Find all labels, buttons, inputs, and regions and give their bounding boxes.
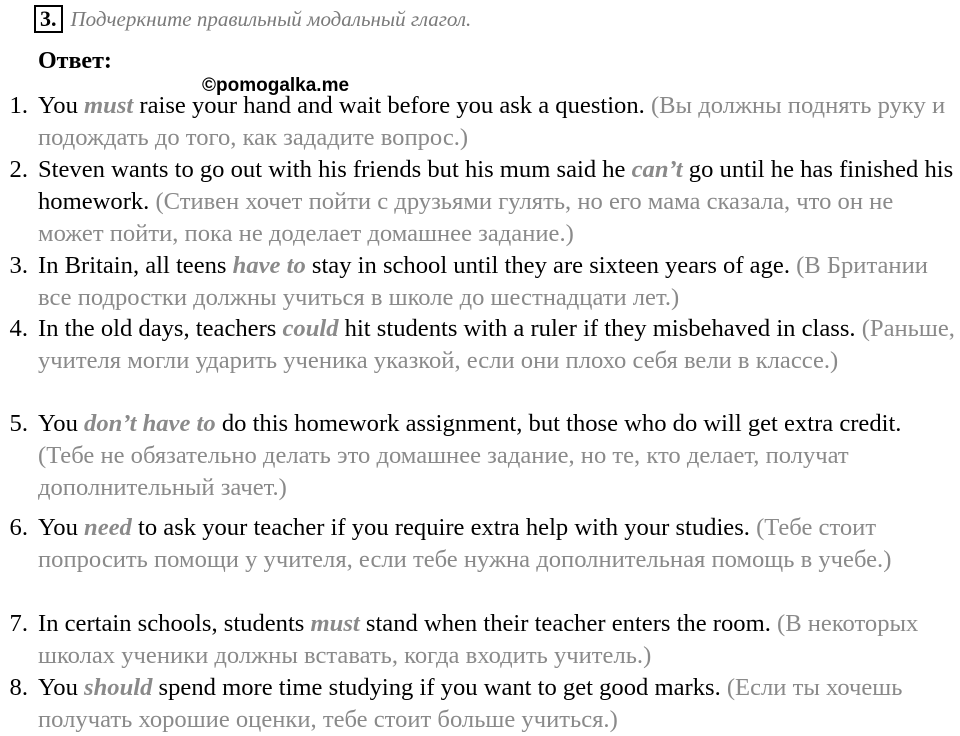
translation: (В некоторых школах ученики должны вставать, когда входить учитель.) bbox=[38, 610, 919, 669]
sentence-start: In certain schools, students bbox=[38, 610, 311, 637]
sentence-start: You bbox=[38, 674, 85, 701]
item-text bbox=[38, 608, 956, 672]
item-text bbox=[38, 512, 956, 576]
sentence-end: to ask your teacher if you require extra help with your studies. bbox=[131, 514, 750, 541]
modal-verb: don’t have to bbox=[84, 410, 216, 437]
translation: (Если ты хочешь получать хорошие оценки, тебе стоит больше учиться.) bbox=[38, 674, 903, 733]
sentence-start: You bbox=[38, 514, 85, 541]
sentence-end: go until he has finished his homework. bbox=[38, 156, 954, 215]
sentence-end: stay in school until they are sixteen years of age. bbox=[305, 252, 790, 279]
answer-item-5 bbox=[0, 408, 960, 504]
modal-verb: could bbox=[282, 315, 339, 342]
answer-item-1 bbox=[0, 90, 960, 154]
item-number: 1. bbox=[9, 92, 28, 119]
translation: (Тебе стоит попросить помощи у учителя, если тебе нужна дополнительная помощь в учебе.) bbox=[38, 514, 892, 573]
answer-item-3 bbox=[0, 250, 960, 314]
item-number: 4. bbox=[9, 315, 28, 342]
item-number: 8. bbox=[9, 674, 28, 701]
item-text bbox=[38, 90, 956, 154]
answer-item-6 bbox=[0, 512, 960, 576]
sentence-start: In the old days, teachers bbox=[38, 315, 283, 342]
item-text bbox=[38, 408, 956, 504]
answer-item-7 bbox=[0, 608, 960, 672]
item-text bbox=[38, 313, 956, 377]
answer-label: Ответ: bbox=[38, 48, 112, 74]
sentence-end: spend more time studying if you want to get good marks. bbox=[152, 674, 721, 701]
sentence-end: hit students with a ruler if they misbehaved in class. bbox=[338, 315, 856, 342]
modal-verb: must bbox=[84, 92, 134, 119]
task-header bbox=[34, 4, 471, 34]
item-text bbox=[38, 250, 956, 314]
sentence-start: In Britain, all teens bbox=[38, 252, 233, 279]
translation: (Тебе не обязательно делать это домашнее задание, но те, кто делает, получат дополнительный зачет.) bbox=[38, 442, 849, 501]
translation: (Раньше, учителя могли ударить ученика указкой, если они плохо себя вели в классе.) bbox=[38, 315, 955, 374]
task-instruction: Подчеркните правильный модальный глагол. bbox=[70, 6, 472, 31]
answer-item-4 bbox=[0, 313, 960, 377]
translation: (Стивен хочет пойти с друзьями гулять, но его мама сказала, что он не может пойти, пока не доделает домашнее задание.) bbox=[38, 188, 894, 247]
sentence-end: raise your hand and wait before you ask a question. bbox=[133, 92, 645, 119]
translation: (Вы должны поднять руку и подождать до того, как зададите вопрос.) bbox=[38, 92, 946, 151]
modal-verb: can’t bbox=[631, 156, 683, 183]
item-number: 7. bbox=[9, 610, 28, 637]
sentence-start: Steven wants to go out with his friends but his mum said he bbox=[38, 156, 632, 183]
sentence-end: stand when their teacher enters the room. bbox=[359, 610, 771, 637]
item-text bbox=[38, 672, 956, 736]
sentence-end: do this homework assignment, but those who do will get extra credit. bbox=[215, 410, 902, 437]
modal-verb: must bbox=[310, 610, 360, 637]
modal-verb: have to bbox=[232, 252, 306, 279]
watermark: ©pomogalka.me bbox=[202, 75, 350, 96]
modal-verb: need bbox=[84, 514, 132, 541]
item-number: 2. bbox=[9, 156, 28, 183]
task-number: 3. bbox=[34, 5, 63, 33]
answer-item-2 bbox=[0, 154, 960, 250]
item-number: 6. bbox=[9, 514, 28, 541]
answer-item-8 bbox=[0, 672, 960, 736]
sentence-start: You bbox=[38, 410, 85, 437]
item-number: 5. bbox=[9, 410, 28, 437]
item-number: 3. bbox=[9, 252, 28, 279]
modal-verb: should bbox=[84, 674, 153, 701]
sentence-start: You bbox=[38, 92, 85, 119]
item-text bbox=[38, 154, 956, 250]
translation: (В Британии все подростки должны учиться в школе до шестнадцати лет.) bbox=[38, 252, 928, 311]
